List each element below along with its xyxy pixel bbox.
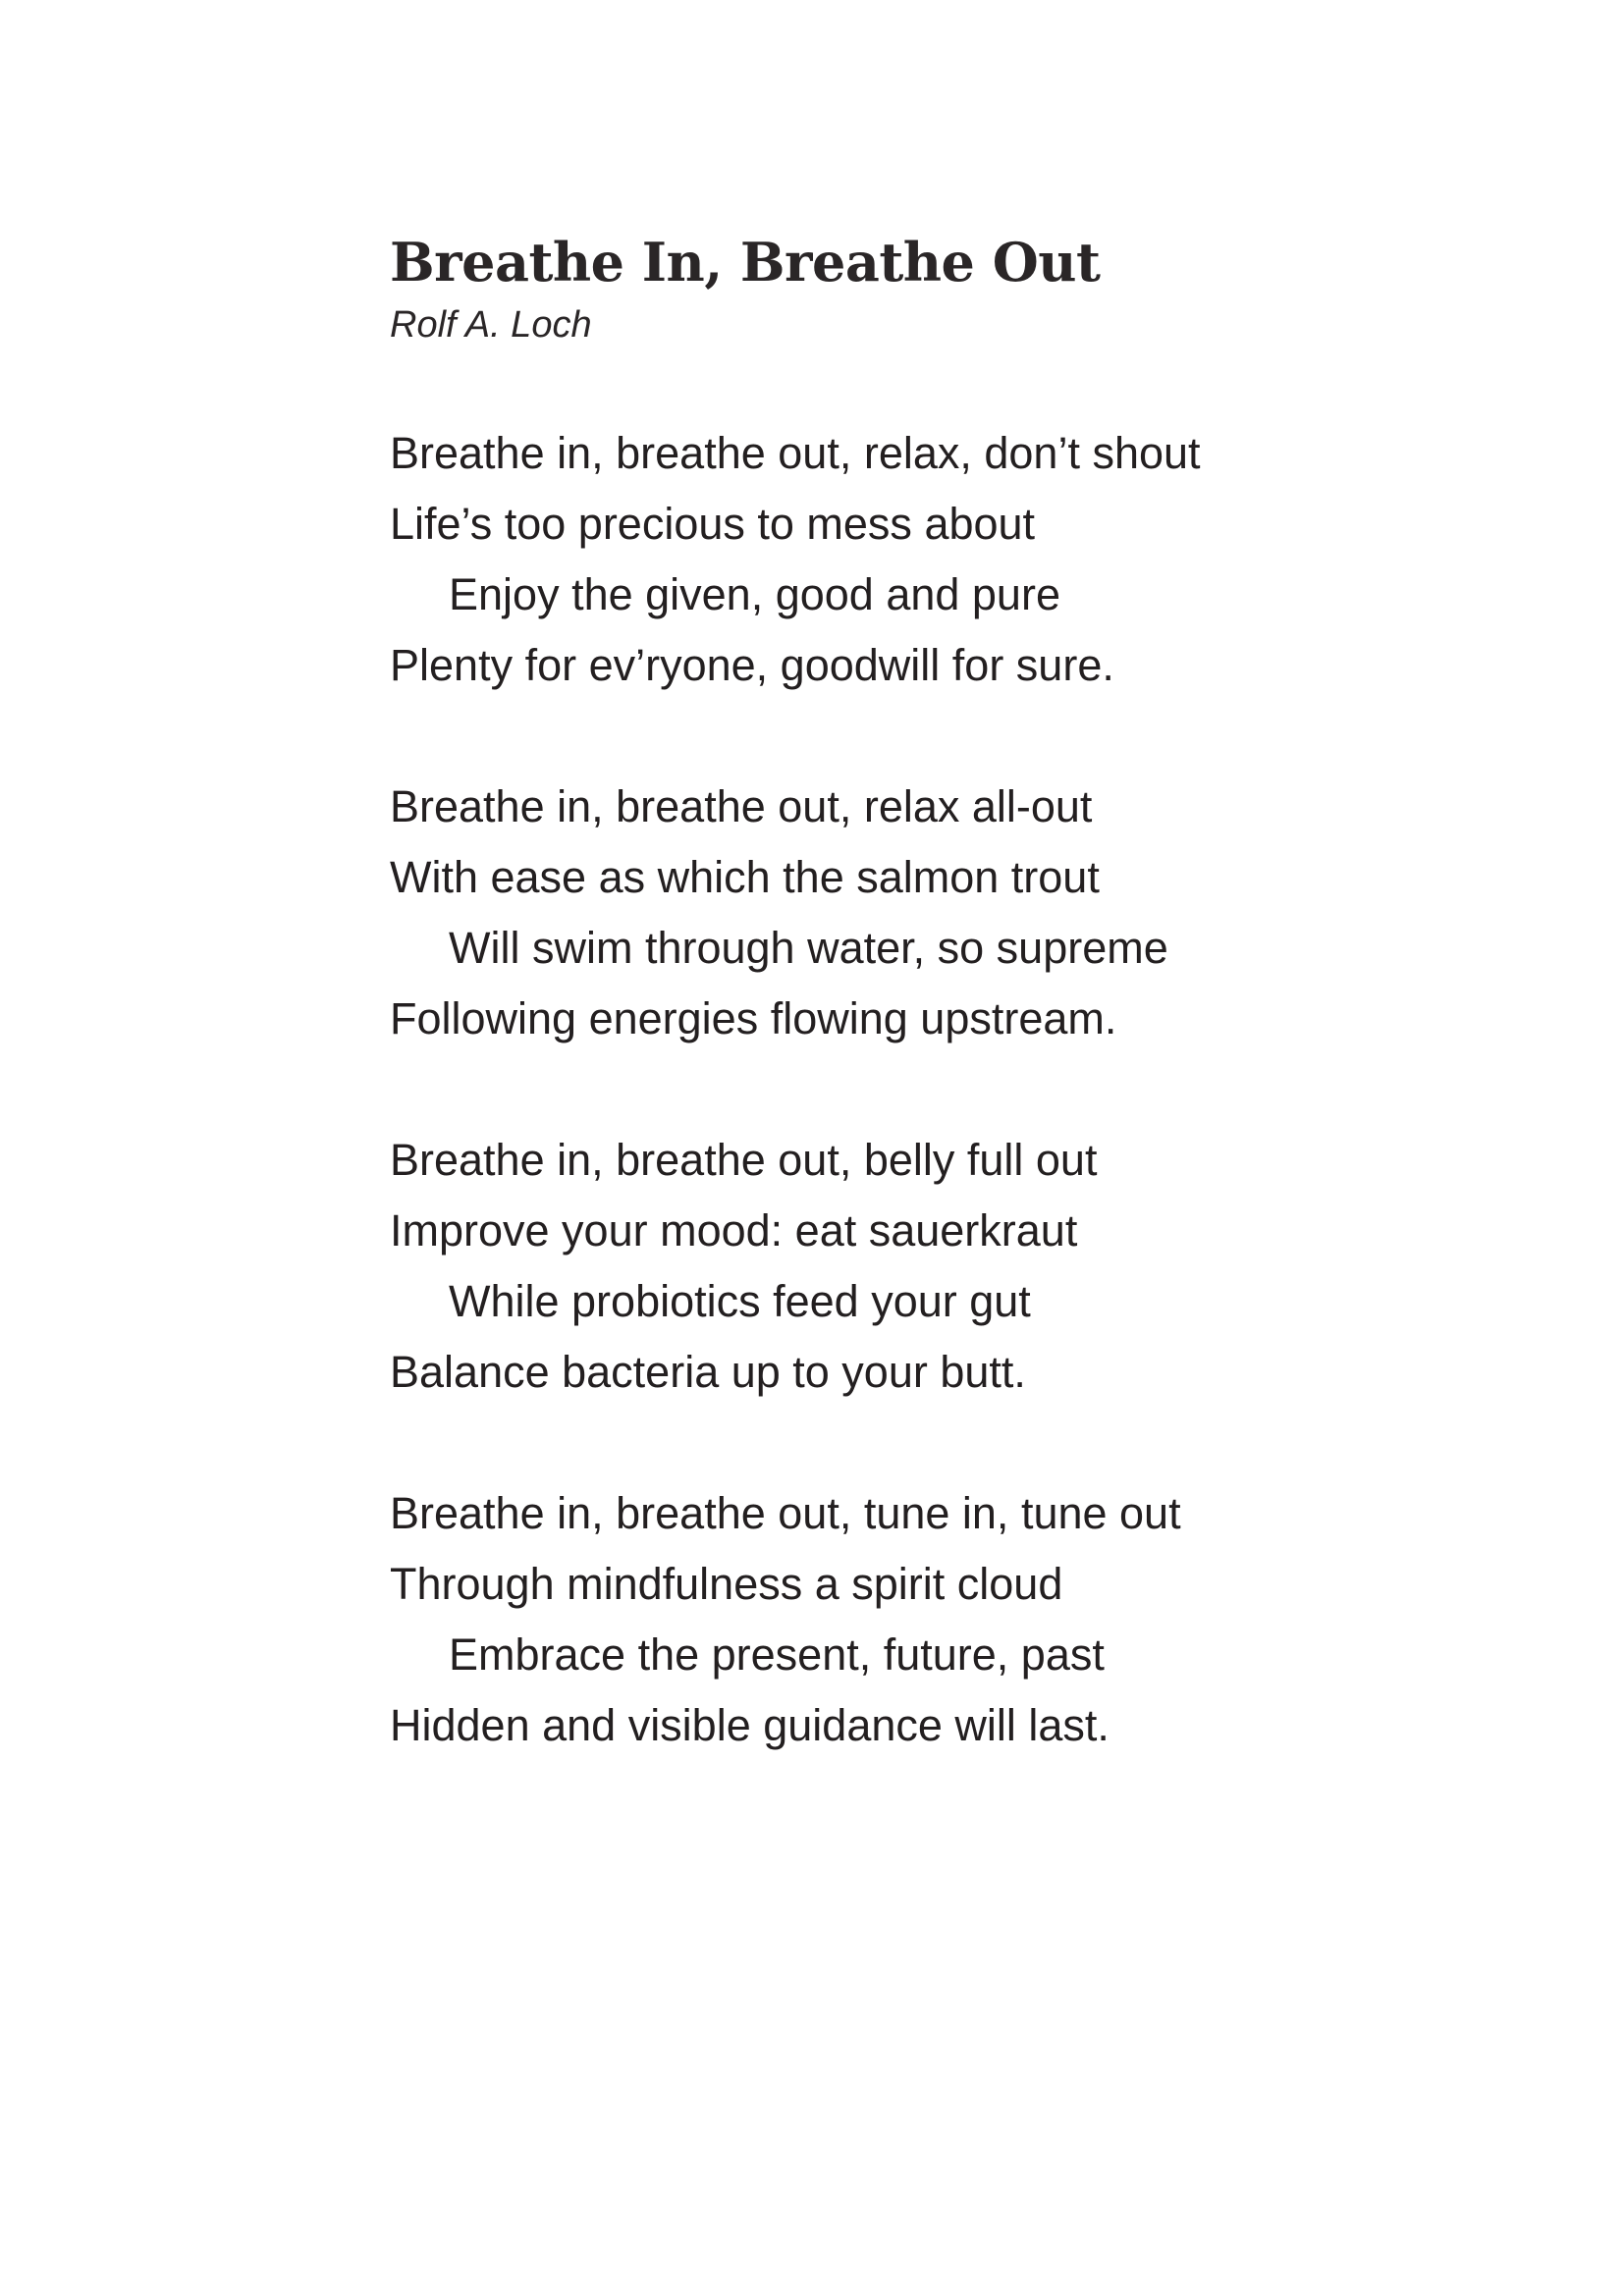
poem-line: Improve your mood: eat sauerkraut [390,1205,1078,1255]
poem-line-indented: Enjoy the given, good and pure [449,569,1060,619]
poem-line: Breathe in, breathe out, tune in, tune out [390,1488,1181,1538]
stanza-3 [390,1125,1470,1408]
poem-page [390,230,1470,1832]
poem-line: Breathe in, breathe out, relax, don’t shout [390,428,1201,478]
poem-line: Breathe in, breathe out, belly full out [390,1135,1098,1185]
poem-title: Breathe In, Breathe Out [390,231,1101,294]
poem-line-indented: Embrace the present, future, past [449,1629,1105,1680]
poem-line: Through mindfulness a spirit cloud [390,1559,1063,1609]
stanza-2 [390,772,1470,1054]
poem-line: With ease as which the salmon trout [390,852,1100,902]
poem-line: Following energies flowing upstream. [390,993,1117,1043]
poem-line-indented: Will swim through water, so supreme [449,923,1168,973]
poem-body [390,418,1470,1761]
poem-line: Life’s too precious to mess about [390,499,1036,549]
stanza-4 [390,1478,1470,1761]
poem-line: Breathe in, breathe out, relax all-out [390,781,1093,831]
stanza-1 [390,418,1470,701]
poem-line: Plenty for ev’ryone, goodwill for sure. [390,640,1114,690]
poem-line-indented: While probiotics feed your gut [449,1276,1031,1326]
poem-author: Rolf A. Loch [390,304,592,346]
poem-line: Hidden and visible guidance will last. [390,1700,1110,1750]
poem-line: Balance bacteria up to your butt. [390,1347,1026,1397]
